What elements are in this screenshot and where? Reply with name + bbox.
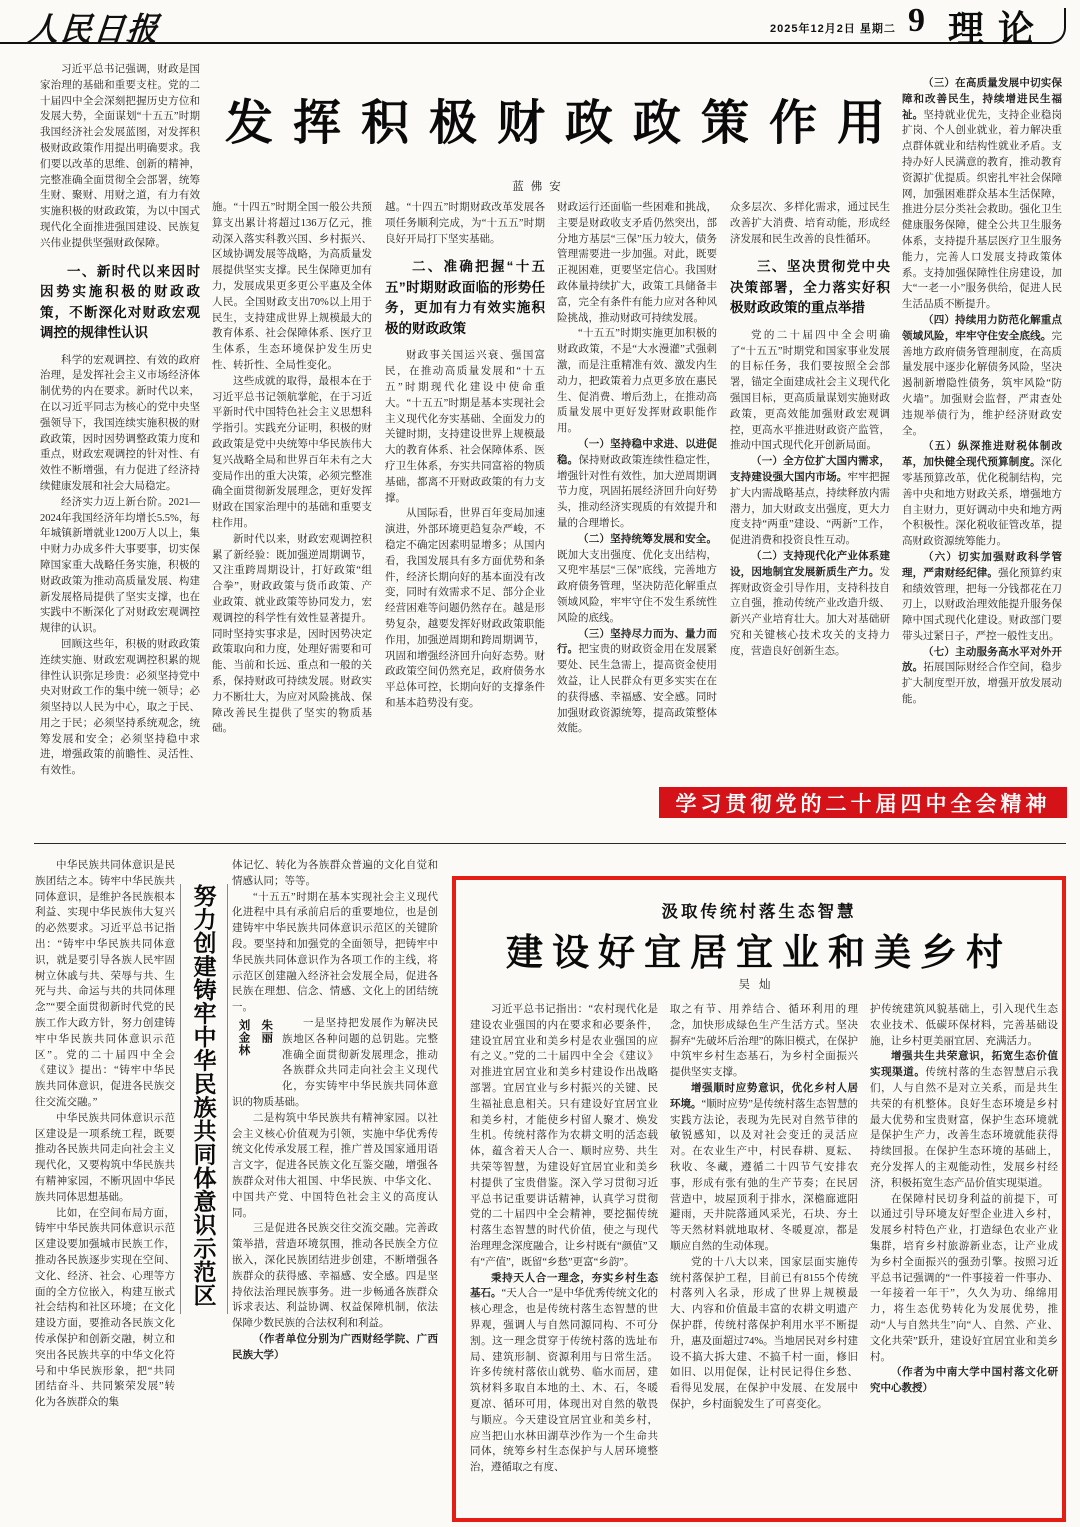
boxed-article-kicker: 汲取传统村落生态智慧	[661, 903, 857, 921]
boxed-article	[452, 876, 1066, 1522]
masthead-logo: 人民日报	[25, 11, 162, 50]
section-divider	[34, 843, 1066, 844]
date-text: 2025年12月2日	[770, 23, 856, 35]
page-date	[770, 20, 896, 36]
section-title: 理论	[948, 9, 1049, 49]
boxed-article-column-1: 习近平总书记指出：“农村现代化是建设农业强国的内在要求和必要条件，建设宜居宜业和美乡村是农业强国的应有之义。”党的二十届四中全会《建议》对推进宜居宜业和美乡村建设作出战略部署。宜居宜业与乡村振兴的关键、民生福祉息息相关。只有建设好宜居宜业和美乡村，才能使乡村留人聚才、焕发生机。传统村落作为农耕文明的活态载体，蕴含着天人合一、顺时应势、共生共荣等智慧，为建设好宜居宜业和美乡村提供了宝贵借鉴。深入学习贯彻习近平总书记重要讲话精神，认真学习贯彻党的二十届四中全会精神，要挖掘传统村落生态智慧的时代价值，使之与现代治理理念深度融合，让乡村既有“颜值”又有“产值”，既留“乡愁”更富“乡韵”。 秉持天人合一理念，夯实乡村生态基石。“天人合一”是中华优秀传统文化的核心理念，也是传统村落生态智慧的世界观，强调人与自然同源同构、不可分割。这一理念贯穿于传统村落的选址布局、建筑形制、资源利用与日常生活。许多传统村落依山就势、临水而居，建筑材料多取自本地的土、木、石，冬暖夏凉、循环可用，体现出对自然的敬畏与顺应。今天建设宜居宜业和美乡村，应当把山水林田湖草沙作为一个生命共同体，统筹乡村生态保护与人居环境整治，遵循取之有度、	[470, 1004, 658, 1474]
left-article-column-1: 中华民族共同体意识是民族团结之本。铸牢中华民族共同体意识，是维护各民族根本利益、实现中华民族伟大复兴的必然要求。习近平总书记指出：“铸牢中华民族共同体意识，就是要引导各族人民牢固树立休戚与共、荣辱与共、生死与共、命运与共的共同体理念”“要全面贯彻新时代党的民族工作大政方针，努力创建铸牢中华民族共同体意识示范区”。党的二十届四中全会《建议》提出：“铸牢中华民族共同体意识，促进各民族交往交流交融。” 中华民族共同体意识示范区建设是一项系统工程，既要推动各民族共同走向社会主义现代化，又要构筑中华民族共有精神家园，不断巩固中华民族共同体思想基础。 比如，在空间布局方面，铸牢中华民族共同体意识示范区建设要加强城市民族工作，推动各民族逐步实现在空间、文化、经济、社会、心理等方面的全方位嵌入，构建互嵌式社会结构和社区环境；在文化建设方面，要推动各民族文化传承保护和创新交融，树立和突出各民族共享的中华文化符号和中华民族形象，把“共同团结奋斗、共同繁荣发展”转化为各族群众的集	[35, 860, 175, 1409]
left-article-authors	[234, 1019, 274, 1083]
left-article-column-2	[232, 858, 438, 1506]
top-article-byline: 蓝佛安	[512, 181, 568, 193]
weekday-text: 星期二	[859, 23, 896, 35]
top-article-column-4: 财政运行还面临一些困难和挑战，主要是财政收支矛盾仍然突出，部分地方基层“三保”压力较大，债务管理需要进一步加强。对此，既要正视困难，更要坚定信心。我国财政体量持续扩大，政策工具储备丰富，完全有条件有能力应对各种风险挑战，推动财政可持续发展。 “十五五”时期实施更加积极的财政政策，不是“大水漫灌”式强刺激，而是注重精准有效、激发内生动力，把政策着力点更多放在惠民生、促消费、增后劲上，在推动高质量发展中更好发挥财政职能作用。 （一）坚持稳中求进、以进促稳。保持财政政策连续性稳定性，增强针对性有效性，加大逆周期调节力度，巩固拓展经济回升向好势头，推动经济实现质的有效提升和量的合理增长。 （二）坚持统筹发展和安全。既加大支出强度、优化支出结构，又兜牢基层“三保”底线，完善地方政府债务管理，坚决防范化解重点领域风险，牢牢守住不发生系统性风险的底线。 （三）坚持尽力而为、量力而行。把宝贵的财政资金用在发展紧要处、民生急需上，提高资金使用效益，让人民群众有更多实实在在的获得感、幸福感、安全感。同时加强财政资源统筹，提高政策整体效能。	[557, 202, 717, 735]
theme-banner: 学习贯彻党的二十届四中全会精神	[659, 787, 1067, 818]
top-article-title: 发挥积极财政政策作用	[225, 97, 906, 150]
page-number: 9	[908, 2, 925, 39]
boxed-article-byline: 吴灿	[738, 979, 780, 991]
author-name-1: 刘金林	[237, 1018, 250, 1057]
left-article-col2-lower: 一是坚持把发展作为解决民族地区各种问题的总钥匙。完整准确全面贯彻新发展理念，推动各族群众共同走向社会主义现代化，夯实铸牢中华民族共同体意识的物质基础。 二是构筑中华民族共有精神家园。以社会主义核心价值观为引领，实施中华优秀传统文化传承发展工程，推广普及国家通用语言文字，促进各民族文化互鉴交融，增强各族群众对伟大祖国、中华民族、中华文化、中国共产党、中国特色社会主义的高度认同。 三是促进各民族交往交流交融。完善政策举措，营造环境氛围，推动各民族全方位嵌入，深化民族团结进步创建，不断增强各族群众的获得感、幸福感、安全感。四是坚持依法治理民族事务。进一步畅通各族群众诉求表达、利益协调、权益保障机制，依法保障少数民族的合法权利和利益。 （作者单位分别为广西财经学院、广西民族大学）	[232, 1017, 438, 1361]
top-article-column-1: 习近平总书记强调，财政是国家治理的基础和重要支柱。党的二十届四中全会深刻把握历史方位和发展大势，全面谋划“十五五”时期我国经济社会发展蓝图，对发挥积极财政政策作用提出明确要求。我们要以改革的思维、创新的精神，完整准确全面贯彻全会部署，统筹生财、聚财、用财之道，有力有效实施积极的财政政策，为以中国式现代化全面推进强国建设、民族复兴伟业提供坚强财政保障。 一、新时代以来因时因势实施积极的财政政策，不断深化对财政宏观调控的规律性认识 科学的宏观调控、有效的政府治理，是发挥社会主义市场经济体制优势的内在要求。新时代以来，在以习近平同志为核心的党中央坚强领导下，我国连续实施积极的财政政策，因时因势调整政策力度和重点，财政宏观调控的针对性、有效性不断增强，有力促进了经济持续健康发展和社会大局稳定。 经济实力迈上新台阶。2021—2024年我国经济年均增长5.5%，每年城镇新增就业1200万人以上，集中财力办成多件大事要事，切实保障国家重大战略任务实施，积极的财政政策为推动高质量发展、构建新发展格局提供了坚实支撑，也在实践中不断深化了对财政宏观调控规律的认识。 回顾这些年，积极的财政政策连续实施、财政宏观调控积累的规律性认识弥足珍贵：必须坚持党中央对财政工作的集中统一领导；必须坚持以人民为中心，取之于民、用之于民；必须坚持系统观念，统筹发展和安全；必须坚持稳中求进，增强政策的前瞻性、灵活性、有效性。	[40, 64, 200, 777]
boxed-article-column-3: 护传统建筑风貌基础上，引入现代生态农业技术、低碳环保材料，完善基础设施，让乡村更美丽宜居、充满活力。 增强共生共荣意识，拓宽生态价值实现渠道。传统村落的生态智慧启示我们，人与自然不是对立关系，而是共生共荣的有机整体。良好生态环境是乡村最大优势和宝贵财富，保护生态环境就是保护生产力，改善生态环境就能获得持续回报。在保护生态环境的基础上，充分发挥人的主观能动性，发展乡村经济，积极拓宽生态产品价值实现渠道。 在保障村民切身利益的前提下，可以通过引导环境友好型企业进入乡村，发展乡村特色产业，打造绿色农业产业集群，培育乡村旅游新业态，让产业成为乡村全面振兴的强劲引擎。按照习近平总书记强调的“一件事接着一件事办、一年接着一年干”，久久为功、绵绵用力，将生态优势转化为发展优势，推动“人与自然共生”向“人、自然、产业、文化共荣”跃升，建设好宜居宜业和美乡村。 （作者为中南大学中国村落文化研究中心教授）	[870, 1004, 1058, 1395]
boxed-article-column-2: 取之有节、用养结合、循环利用的理念，加快形成绿色生产生活方式。坚决摒弃“先破坏后治理”的陈旧模式，在保护中筑牢乡村生态基石，为乡村全面振兴提供坚实支撑。 增强顺时应势意识，优化乡村人居环境。“顺时应势”是传统村落生态智慧的实践方法论，表现为先民对自然节律的敏锐感知，以及对社会变迁的灵活应对。在农业生产中，村民春耕、夏耘、秋收、冬藏，遵循二十四节气安排农事，形成有张有弛的生产节奏；在民居营造中，坡屋顶利于排水，深檐廊遮阳避雨，天井院落通风采光，石块、夯土等天然材料就地取材、冬暖夏凉，都是顺应自然的生动体现。 党的十八大以来，国家层面实施传统村落保护工程，目前已有8155个传统村落列入名录，形成了世界上规模最大、内容和价值最丰富的农耕文明遗产保护群，传统村落保护利用水平不断提升，惠及面超过74%。当地居民对乡村建设不搞大拆大建、不搞千村一面，修旧如旧、以用促保，让村民记得住乡愁、看得见发展，在保护中发展、在发展中保护，乡村面貌发生了可喜变化。	[670, 1004, 858, 1410]
boxed-article-title: 建设好宜居宜业和美乡村	[506, 933, 1012, 974]
top-article-column-2: 施。“十四五”时期全国一般公共预算支出累计将超过136万亿元，推动深入落实科教兴国、乡村振兴、区域协调发展等战略，为高质量发展提供坚实支撑。民生保障更加有力，发展成果更多更公平惠及全体人民。全国财政支出70%以上用于民生，支持建成世界上规模最大的教育体系、社会保障体系、医疗卫生体系，生态环境保护发生历史性、转折性、全局性变化。 这些成就的取得，最根本在于习近平总书记领航掌舵，在于习近平新时代中国特色社会主义思想科学指引。实践充分证明，积极的财政政策是党中央统筹中华民族伟大复兴战略全局和世界百年未有之大变局作出的重大决策，必须完整准确全面贯彻新发展理念，更好发挥财政在国家治理中的基础和重要支柱作用。 新时代以来，财政宏观调控积累了新经验：既加强逆周期调节，又注重跨周期设计，打好政策“组合拳”，财政政策与货币政策、产业政策、就业政策等协同发力，宏观调控的科学性有效性显著提升。同时坚持实事求是，因时因势决定政策取向和力度，处理好需要和可能、当前和长远、重点和一般的关系，保持财政可持续发展。财政实力不断壮大，为应对风险挑战、保障改善民生提供了坚实的物质基础。	[212, 202, 372, 735]
top-article-column-6: （三）在高质量发展中切实保障和改善民生，持续增进民生福祉。坚持就业优先，支持企业稳岗扩岗、个人创业就业，着力解决重点群体就业和结构性就业矛盾。支持办好人民满意的教育，推动教育资源扩优提质。织密扎牢社会保障网，加强困难群众基本生活保障，推进分层分类社会救助。强化卫生健康服务保障，健全公共卫生服务体系，支持提升基层医疗卫生服务能力，完善人口发展支持政策体系。支持加强保障性住房建设，加大“一老一小”服务供给，促进人民生活品质不断提升。 （四）持续用力防范化解重点领域风险，牢牢守住安全底线。完善地方政府债务管理制度，在高质量发展中逐步化解债务风险，坚决遏制新增隐性债务，筑牢风险“防火墙”。加强财会监督，严肃查处违规举债行为，维护经济财政安全。 （五）纵深推进财税体制改革，加快健全现代预算制度。深化零基预算改革，优化税制结构，完善中央和地方财政关系，增强地方自主财力，更好调动中央和地方两个积极性。深化税收征管改革，提高财政资源统筹能力。 （六）切实加强财政科学管理，严肃财经纪律。强化预算约束和绩效管理，把每一分钱都花在刀刃上，以财政治理效能提升服务保障中国式现代化建设。财政部门要带头过紧日子，严控一般性支出。 （七）主动服务高水平对外开放。拓展国际财经合作空间，稳步扩大制度型开放，增强开放发展动能。	[902, 77, 1062, 706]
left-article-col2-upper: 体记忆、转化为各族群众普遍的文化自觉和情感认同；等等。 “十五五”时期在基本实现社会主义现代化进程中具有承前启后的重要地位，也是创建铸牢中华民族共同体意识示范区的关键阶段。要坚持和加强党的全面领导，把铸牢中华民族共同体意识作为各项工作的主线，将示范区创建融入经济社会发展全局，促进各民族在理想、信念、情感、文化上的团结统一。	[232, 860, 438, 1014]
top-article-column-5: 众多层次、多样化需求，通过民生改善扩大消费、培育动能，形成经济发展和民生改善的良性循环。 三、坚决贯彻党中央决策部署，全力落实好积极财政政策的重点举措 党的二十届四中全会明确了“十五五”时期党和国家事业发展的目标任务，我们要按照全会部署，锚定全面建成社会主义现代化强国目标，更高质量谋划实施财政政策，更高效能加强财政宏观调控，更高水平推进财政资产监管，推动中国式现代化开创新局面。 （一）全方位扩大国内需求，支持建设强大国内市场。牢牢把握扩大内需战略基点，持续释放内需潜力，加大财政支出强度，更大力度支持“两重”建设、“两新”工作，促进消费和投资良性互动。 （二）支持现代化产业体系建设，因地制宜发展新质生产力。发挥财政资金引导作用，支持科技自立自强，推动传统产业改造升级、新兴产业培育壮大。加大对基础研究和关键核心技术攻关的支持力度，营造良好创新生态。	[730, 202, 890, 657]
author-name-2: 朱丽	[260, 1018, 273, 1044]
top-article-column-3: 越。“十四五”时期财政改革发展各项任务顺利完成，为“十五五”时期良好开局打下坚实基础。 二、准确把握“十五五”时期财政面临的形势任务，更加有力有效实施积极的财政政策 财政事关国运兴衰、强国富民，在推动高质量发展和“十五五”时期现代化建设中使命重大。“十五五”时期是基本实现社会主义现代化夯实基础、全面发力的关键时期，支持建设世界上规模最大的教育体系、社会保障体系、医疗卫生体系，夯实共同富裕的物质基础，都离不开财政政策的有力支撑。 从国际看，世界百年变局加速演进，外部环境更趋复杂严峻，不稳定不确定因素明显增多；从国内看，我国发展具有多方面优势和条件，经济长期向好的基本面没有改变，同时有效需求不足、部分企业经营困难等问题仍然存在。越是形势复杂，越要发挥好财政政策职能作用，加强逆周期和跨周期调节，巩固和增强经济回升向好态势。财政政策空间仍然充足，政府债务水平总体可控，长期向好的支撑条件和基本趋势没有变。	[385, 202, 545, 709]
left-article-vertical-title: 努力创建铸牢中华民族共同体意识示范区	[180, 884, 228, 1314]
